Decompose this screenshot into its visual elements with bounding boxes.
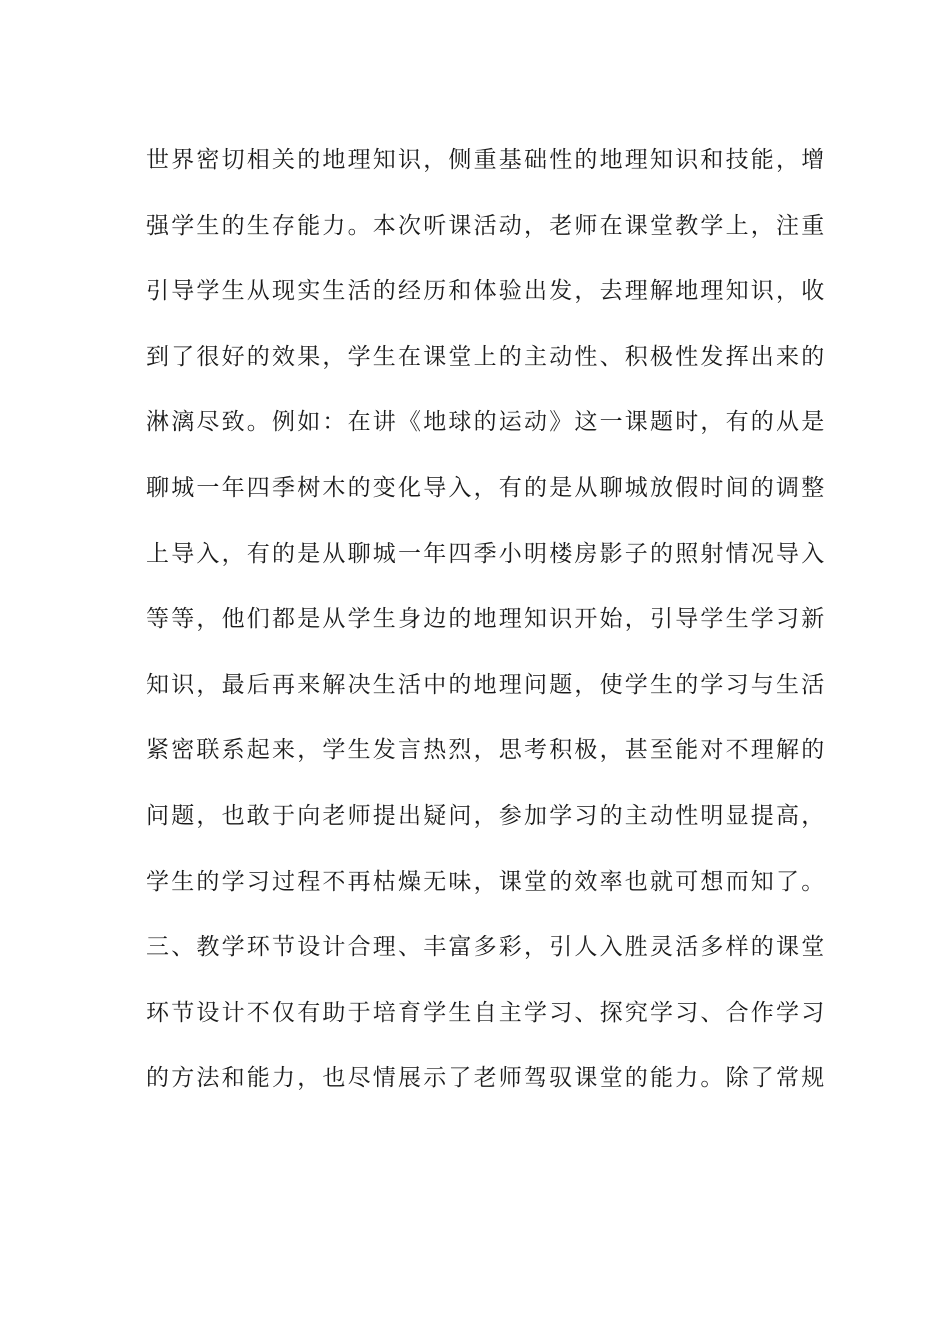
text-line: 知识，最后再来解决生活中的地理问题，使学生的学习与生活 <box>146 671 827 698</box>
text-line: 学生的学习过程不再枯燥无味，课堂的效率也就可想而知了。 <box>146 868 827 895</box>
text-line: 的方法和能力，也尽情展示了老师驾驭课堂的能力。除了常规 <box>146 1065 827 1092</box>
text-line: 等等，他们都是从学生身边的地理知识开始，引导学生学习新 <box>146 606 827 633</box>
text-line: 紧密联系起来，学生发言热烈，思考积极，甚至能对不理解的 <box>146 737 827 764</box>
section-heading-line: 三、教学环节设计合理、丰富多彩，引人入胜灵活多样的课堂 <box>146 934 827 961</box>
body-text <box>146 128 827 1112</box>
text-line: 世界密切相关的地理知识，侧重基础性的地理知识和技能，增 <box>146 147 827 173</box>
text-line: 环节设计不仅有助于培育学生自主学习、探究学习、合作学习 <box>146 999 827 1026</box>
text-line: 强学生的生存能力。本次听课活动，老师在课堂教学上，注重 <box>146 212 827 239</box>
text-line: 问题，也敢于向老师提出疑问，参加学习的主动性明显提高， <box>146 802 827 829</box>
text-line: 聊城一年四季树木的变化导入，有的是从聊城放假时间的调整 <box>146 474 827 501</box>
text-line: 引导学生从现实生活的经历和体验出发，去理解地理知识，收 <box>146 278 827 305</box>
text-line: 上导入，有的是从聊城一年四季小明楼房影子的照射情况导入 <box>146 540 827 567</box>
text-line: 到了很好的效果，学生在课堂上的主动性、积极性发挥出来的 <box>146 343 827 370</box>
text-line: 淋漓尽致。例如：在讲《地球的运动》这一课题时，有的从是 <box>146 409 827 436</box>
